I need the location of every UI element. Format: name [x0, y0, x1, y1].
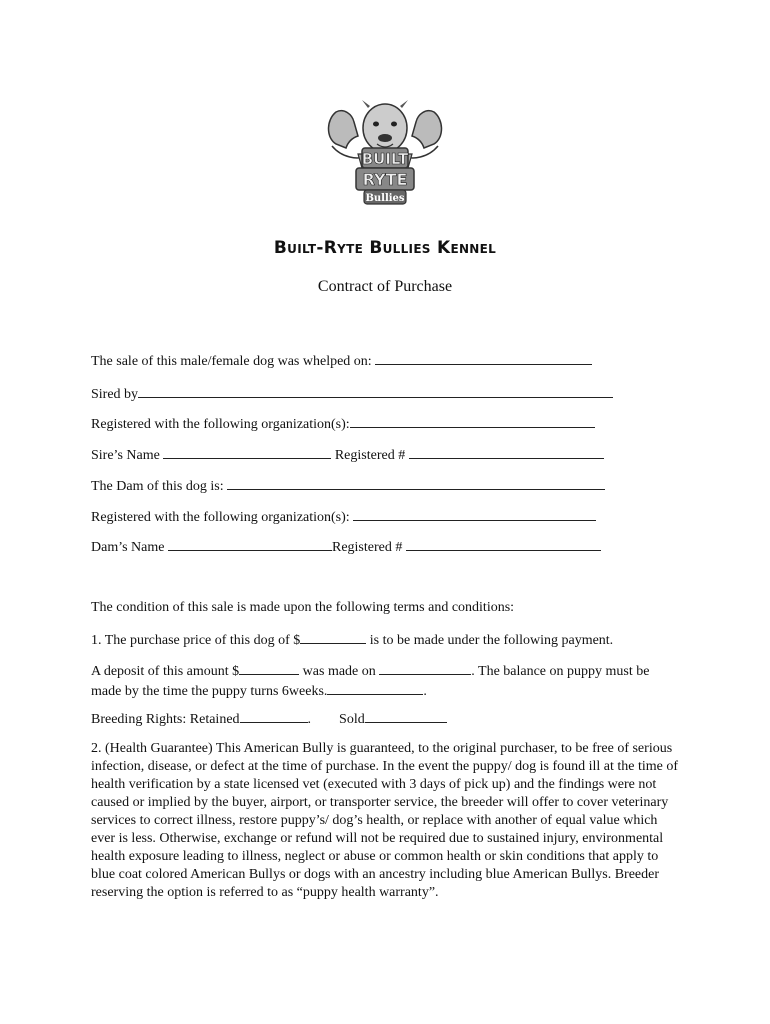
- sire-name-row: [91, 445, 604, 465]
- deposit-amount-field[interactable]: [239, 661, 299, 675]
- dam-row: [91, 476, 605, 496]
- health-guarantee-paragraph: 2. (Health Guarantee) This American Bully is guaranteed, to the original purchaser, to be free of serious infection, disease, or defect at the time of purchase. In the event the puppy/ dog is found ill at the time of health verification by a state licensed vet (executed with 3 days of pick up) and the findings were not caused or implied by the buyer, airport, or transporter service, the breeder will offer to cover veterinary services to correct illness, restore puppy’s/ dog’s health, or replace with another of equal value which ever is less. Otherwise, exchange or refund will not be required due to sustained injury, environmental health exposure leading to illness, neglect or abuse or common health or skin conditions that apply to blue coat colored American Bullys or dogs with an ancestry including blue American Bullys. Breeder reserving the option is referred to as “puppy health warranty”.: [91, 741, 679, 900]
- dam-name-field[interactable]: [168, 537, 332, 551]
- contract-title: Contract of Purchase: [317, 278, 453, 295]
- sire-registered-field[interactable]: [409, 445, 604, 459]
- dam-name-row: [91, 537, 601, 557]
- price-row: [91, 630, 613, 650]
- dam-name-label: Dam’s Name: [91, 540, 165, 555]
- price-field[interactable]: [300, 630, 366, 644]
- logo-text-bottom: Bullies: [365, 193, 405, 204]
- breeding-retained-label: Breeding Rights: Retained: [91, 712, 240, 727]
- kennel-title: Built-Ryte Bullies Kennel: [273, 238, 497, 258]
- sired-by-field[interactable]: [138, 384, 613, 398]
- breeding-rights-row: Breeding Rights: Retained . Sold: [91, 709, 447, 729]
- whelped-label: The sale of this male/female dog was whelped on:: [91, 354, 372, 369]
- dam-registered-label: Registered #: [331, 540, 403, 555]
- deposit-date-label: was made on: [299, 664, 380, 679]
- deposit-label: A deposit of this amount $: [91, 664, 240, 679]
- kennel-logo: [322, 98, 448, 210]
- breeding-sold-field[interactable]: [365, 709, 447, 723]
- terms-intro: The condition of this sale is made upon the following terms and conditions:: [91, 600, 515, 615]
- deposit-date-field[interactable]: [379, 661, 471, 675]
- whelped-row: [91, 351, 592, 371]
- deposit-paragraph: A deposit of this amount $ was made on . The balance on puppy must be made by the time the puppy turns 6weeks. .: [91, 661, 681, 701]
- deposit-balance-text: . The balance on puppy must be made by the time the puppy turns 6weeks.: [91, 664, 650, 699]
- balance-date-field[interactable]: [327, 681, 423, 695]
- whelped-date-field[interactable]: [375, 351, 592, 365]
- dam-field[interactable]: [227, 476, 605, 490]
- registered-org-label: Registered with the following organization(s):: [91, 417, 350, 432]
- sired-row: [91, 384, 613, 404]
- registered-org-field[interactable]: [350, 414, 595, 428]
- logo-text-middle: RYTE: [362, 170, 408, 189]
- registered-org-field-2[interactable]: [353, 507, 596, 521]
- dam-registered-field[interactable]: [406, 537, 601, 551]
- registered-org-row: [91, 414, 595, 434]
- sire-name-label: Sire’s Name: [91, 448, 160, 463]
- price-label: 1. The purchase price of this dog of $: [91, 633, 301, 648]
- breeding-sold-label: Sold: [339, 712, 365, 727]
- registered-org-row-2: [91, 507, 596, 527]
- sired-label: Sired by: [91, 387, 139, 402]
- price-suffix: is to be made under the following payment.: [366, 633, 614, 648]
- breeding-retained-field[interactable]: [240, 709, 308, 723]
- logo-text-top: BUILT: [361, 150, 409, 168]
- registered-org-label-2: Registered with the following organization(s):: [91, 510, 350, 525]
- dam-label: The Dam of this dog is:: [91, 479, 224, 494]
- sire-name-field[interactable]: [163, 445, 331, 459]
- sire-registered-label: Registered #: [334, 448, 406, 463]
